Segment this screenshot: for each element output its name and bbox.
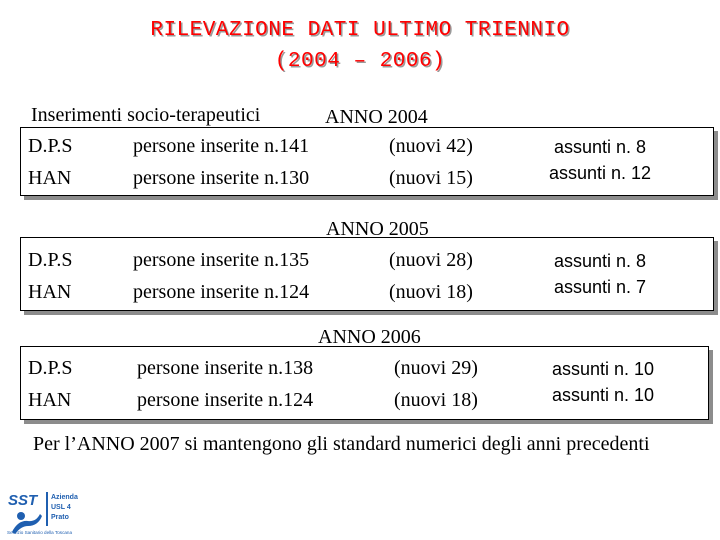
year-label-2004: ANNO 2004 <box>325 106 428 128</box>
entity-dps-2005: D.P.S <box>28 249 73 271</box>
entity-han-2004: HAN <box>28 167 72 189</box>
entity-han-2006: HAN <box>28 389 72 411</box>
hired-han-2005: assunti n. 7 <box>553 277 647 297</box>
new-dps-2006: (nuovi 29) <box>394 357 478 379</box>
new-dps-2005: (nuovi 28) <box>389 249 473 271</box>
inserted-han-2004: persone inserite n.130 <box>133 167 310 189</box>
azienda-usl-logo-icon <box>6 488 98 536</box>
new-han-2006: (nuovi 18) <box>394 389 478 411</box>
inserted-dps-2004: persone inserite n.141 <box>133 135 310 157</box>
svg-text:Prato: Prato <box>51 514 69 521</box>
entity-dps-2004: D.P.S <box>28 135 73 157</box>
slide-title-line1: RILEVAZIONE DATI ULTIMO TRIENNIO <box>150 19 570 42</box>
section-label: Inserimenti socio-terapeutici <box>31 104 261 126</box>
year-label-2005: ANNO 2005 <box>326 218 429 240</box>
hired-han-2004: assunti n. 12 <box>548 163 652 183</box>
svg-text:USL 4: USL 4 <box>51 504 71 511</box>
hired-dps-2005: assunti n. 8 <box>553 251 647 271</box>
year-label-2006: ANNO 2006 <box>318 326 421 348</box>
svg-text:Azienda: Azienda <box>51 494 78 501</box>
footer-note: Per l’ANNO 2007 si mantengono gli standard numerici degli anni precedenti <box>33 433 650 455</box>
svg-text:SST: SST <box>8 492 38 509</box>
new-dps-2004: (nuovi 42) <box>389 135 473 157</box>
hired-dps-2006: assunti n. 10 <box>551 359 655 379</box>
slide-title-line2: (2004 – 2006) <box>274 50 446 73</box>
new-han-2005: (nuovi 18) <box>389 281 473 303</box>
block-2005-box <box>20 237 714 311</box>
entity-han-2005: HAN <box>28 281 72 303</box>
inserted-han-2006: persone inserite n.124 <box>137 389 314 411</box>
svg-text:Servizio Sanitario della Tosca: Servizio Sanitario della Toscana <box>7 530 73 535</box>
hired-dps-2004: assunti n. 8 <box>553 137 647 157</box>
entity-dps-2006: D.P.S <box>28 357 73 379</box>
new-han-2004: (nuovi 15) <box>389 167 473 189</box>
inserted-han-2005: persone inserite n.124 <box>133 281 310 303</box>
inserted-dps-2006: persone inserite n.138 <box>137 357 314 379</box>
inserted-dps-2005: persone inserite n.135 <box>133 249 310 271</box>
hired-han-2006: assunti n. 10 <box>551 385 655 405</box>
